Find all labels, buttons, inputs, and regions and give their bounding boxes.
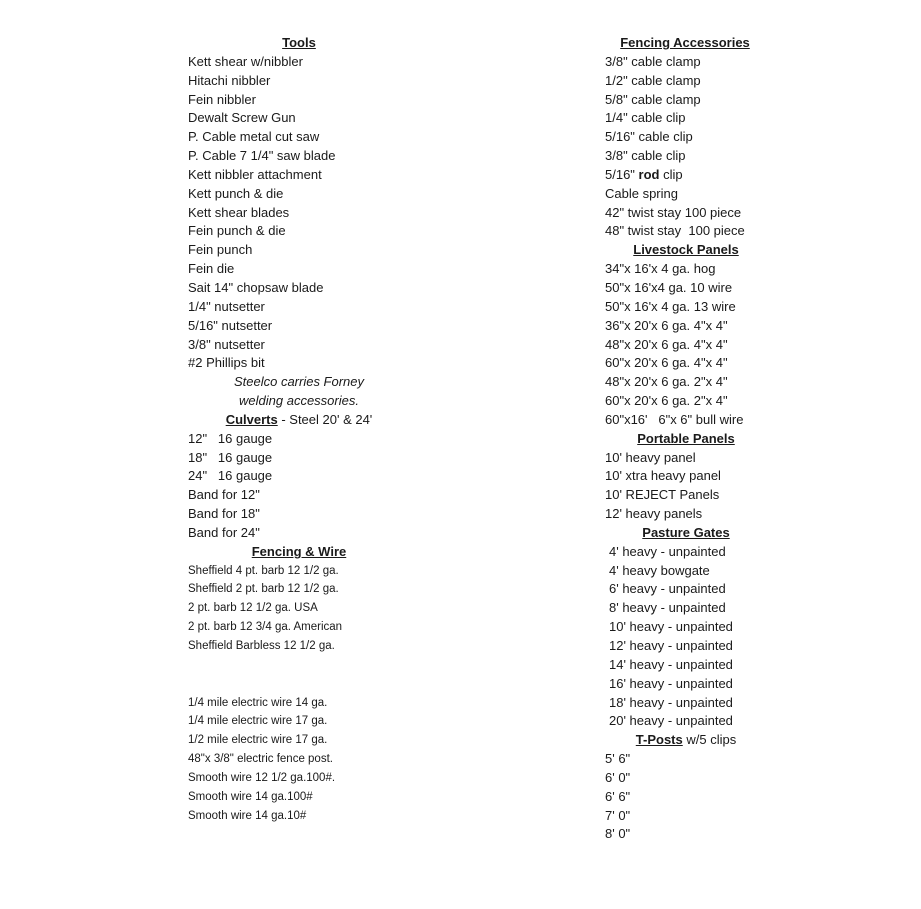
list-item: 8' heavy - unpainted [609, 600, 726, 616]
list-item: Cable spring [605, 185, 678, 201]
list-item: 20' heavy - unpainted [609, 713, 733, 729]
list-item: 3/8" cable clip [605, 148, 686, 164]
forney-note-line1: Steelco carries Forney [233, 374, 365, 390]
list-item: 3/8" cable clamp [605, 53, 701, 69]
list-item: 12" 16 gauge [188, 430, 273, 446]
list-item: 36"x 20'x 6 ga. 4"x 4" [605, 317, 728, 333]
pasture-gates-list [605, 543, 805, 731]
list-item: Kett shear blades [188, 204, 290, 220]
list-item: 34"x 16'x 4 ga. hog [605, 261, 716, 277]
list-item: 50"x 16'x4 ga. 10 wire [605, 279, 733, 295]
fencing-wire-heading: Fencing & Wire [251, 543, 347, 559]
list-item: 5' 6" [605, 751, 631, 767]
forney-note-line2: welding accessories. [239, 393, 359, 409]
culverts-heading-suffix: - Steel 20' & 24' [277, 411, 373, 427]
list-item: Fein die [188, 261, 235, 277]
culverts-list [188, 430, 428, 543]
right-column [605, 34, 805, 844]
list-item: 1/4" cable clip [605, 110, 686, 126]
tools-heading: Tools [282, 35, 316, 50]
list-item: Smooth wire 14 ga.10# [188, 809, 307, 822]
list-item: Fein nibbler [188, 91, 256, 107]
list-item: 4' heavy bowgate [609, 562, 710, 578]
list-item: Kett shear w/nibbler [188, 53, 303, 69]
livestock-panels-list [605, 260, 805, 430]
list-item: 5/8" cable clamp [605, 91, 701, 107]
list-item: 10' heavy - unpainted [609, 619, 733, 635]
t-posts-heading-suffix: w/5 clips [682, 732, 737, 748]
list-item: 10' xtra heavy panel [605, 468, 721, 484]
list-item: 12' heavy - unpainted [609, 638, 733, 653]
list-item: Sheffield 4 pt. barb 12 1/2 ga. [188, 564, 339, 577]
list-item: Kett nibbler attachment [188, 166, 322, 182]
list-item: Fein punch & die [188, 223, 286, 239]
portable-panels-heading: Portable Panels [637, 430, 735, 446]
list-item: 7' 0" [605, 807, 631, 823]
list-item: 8' 0" [605, 826, 631, 842]
list-item: 1/4 mile electric wire 17 ga. [188, 715, 328, 728]
list-item: 1/4" nutsetter [188, 298, 265, 314]
list-item: #2 Phillips bit [188, 355, 265, 371]
rod-clip-prefix: 5/16" [605, 166, 639, 182]
list-item: P. Cable 7 1/4" saw blade [188, 148, 336, 164]
list-item: 48"x 20'x 6 ga. 2"x 4" [605, 374, 728, 390]
list-item: Band for 18" [188, 506, 260, 522]
list-item: 48" twist stay 100 piece [605, 223, 745, 239]
list-item: 4' heavy - unpainted [609, 543, 726, 559]
list-item: 18" 16 gauge [188, 449, 273, 465]
fencing-accessories-heading: Fencing Accessories [620, 35, 750, 50]
list-item: Smooth wire 14 ga.100# [188, 790, 313, 803]
list-item: 48"x 20'x 6 ga. 4"x 4" [605, 336, 728, 352]
rod-clip-bold: rod [638, 166, 660, 182]
list-item: 5/16" nutsetter [188, 317, 273, 333]
list-item: 3/8" nutsetter [188, 336, 265, 352]
list-item: 60"x16' 6"x 6" bull wire [605, 411, 744, 427]
left-column [188, 34, 428, 825]
list-item: Fein punch [188, 242, 253, 258]
list-item: Sheffield Barbless 12 1/2 ga. [188, 640, 335, 652]
list-item: 10' REJECT Panels [605, 487, 720, 503]
list-item: Band for 24" [188, 524, 260, 540]
list-item-rod-clip [605, 166, 805, 185]
list-item: Sait 14" chopsaw blade [188, 279, 324, 295]
list-item: Dewalt Screw Gun [188, 110, 296, 126]
list-item: 48"x 3/8" electric fence post. [188, 753, 333, 766]
t-posts-list [605, 750, 805, 844]
list-item: P. Cable metal cut saw [188, 129, 320, 145]
list-item: Hitachi nibbler [188, 72, 271, 88]
list-item: Kett punch & die [188, 185, 284, 201]
rod-clip-suffix: clip [659, 166, 683, 182]
list-item: 14' heavy - unpainted [609, 656, 733, 672]
list-item: 6' 0" [605, 769, 631, 785]
pasture-gates-heading: Pasture Gates [642, 524, 730, 540]
t-posts-heading-row [605, 731, 767, 750]
list-item: 60"x 20'x 6 ga. 4"x 4" [605, 355, 728, 371]
portable-panels-list [605, 449, 805, 524]
list-item: 18' heavy - unpainted [609, 694, 733, 710]
culverts-heading: Culverts [225, 411, 278, 427]
list-item: 6' heavy - unpainted [609, 581, 726, 597]
fencing-wire-list [188, 562, 428, 826]
tools-list [188, 53, 428, 373]
list-item: 10' heavy panel [605, 449, 696, 465]
list-item: Smooth wire 12 1/2 ga.100#. [188, 771, 336, 784]
list-item: 1/2 mile electric wire 17 ga. [188, 734, 328, 747]
list-item: 24" 16 gauge [188, 468, 273, 484]
list-item: 50"x 16'x 4 ga. 13 wire [605, 298, 736, 314]
livestock-panels-heading: Livestock Panels [633, 242, 739, 258]
list-item: Band for 12" [188, 487, 260, 503]
list-item: 1/2" cable clamp [605, 72, 701, 88]
list-item: Sheffield 2 pt. barb 12 1/2 ga. [188, 583, 339, 596]
culverts-heading-row [188, 411, 410, 430]
list-item: 42" twist stay 100 piece [605, 204, 742, 220]
list-item: 2 pt. barb 12 1/2 ga. USA [188, 602, 318, 615]
list-item: 16' heavy - unpainted [609, 675, 733, 691]
fencing-accessories-list [605, 53, 805, 241]
list-item: 2 pt. barb 12 3/4 ga. American [188, 621, 343, 634]
list-item: 60"x 20'x 6 ga. 2"x 4" [605, 393, 728, 409]
list-gap [188, 656, 428, 694]
list-item: 1/4 mile electric wire 14 ga. [188, 696, 328, 709]
list-item: 12' heavy panels [605, 506, 703, 522]
list-item: 5/16" cable clip [605, 129, 693, 145]
t-posts-heading: T-Posts [635, 732, 683, 748]
list-item: 6' 6" [605, 788, 631, 804]
